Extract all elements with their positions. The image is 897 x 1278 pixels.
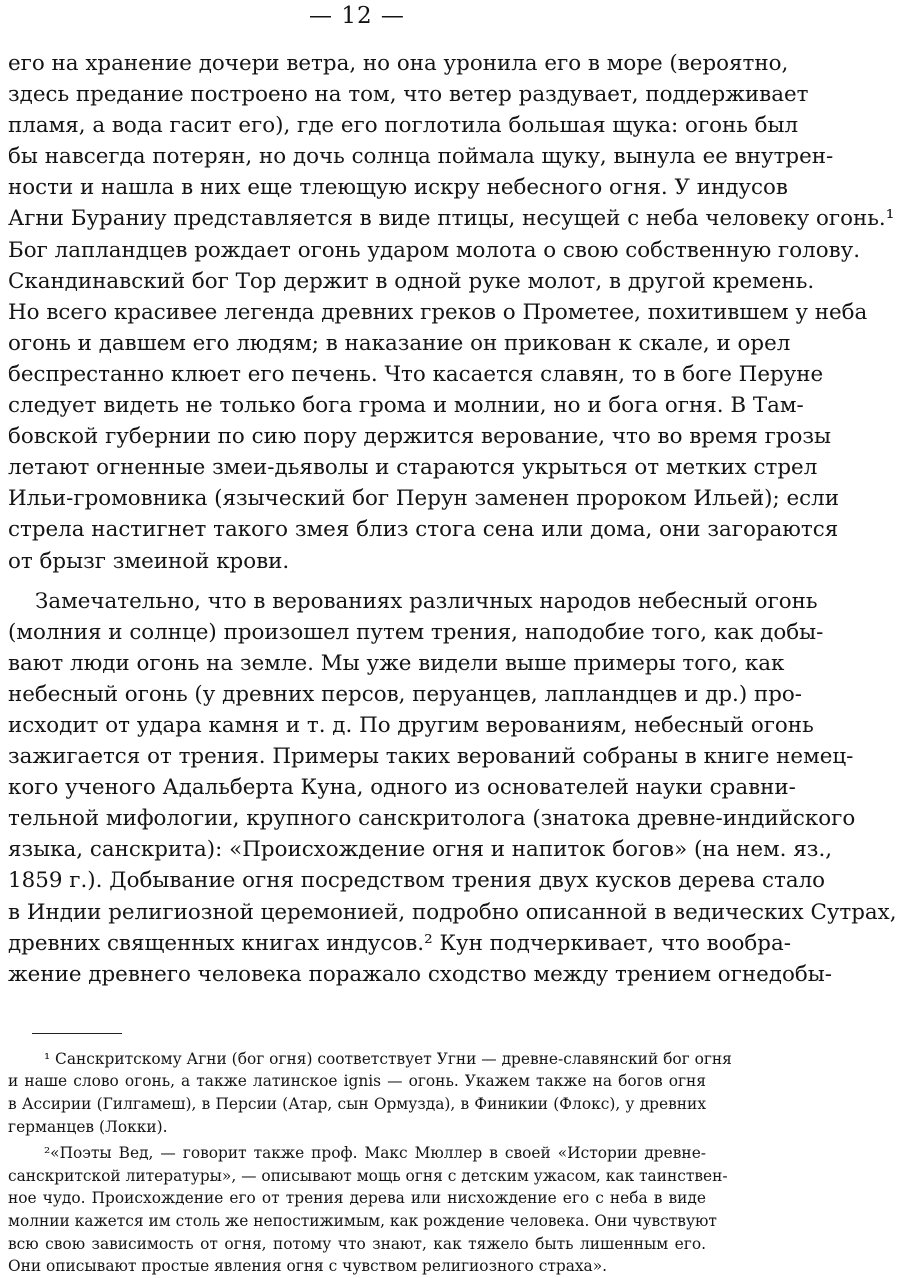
text-line: в Индии религиозной церемонией, подробно описанной в ведических Сутрах, xyxy=(8,899,897,925)
text-line: бовской губернии по сию пору держится верование, что во время грозы xyxy=(8,424,832,450)
text-line: языка, санскрита): «Происхождение огня и напиток богов» (на нем. яз., xyxy=(8,837,833,863)
footnote-line: ное чудо. Происхождение его от трения дерева или нисхождение его с неба в виде xyxy=(8,1189,706,1208)
text-line: небесный огонь (у древних персов, перуанцев, лапландцев и др.) про- xyxy=(8,681,803,707)
text-line: его на хранение дочери ветра, но она уронила его в море (вероятно, xyxy=(8,51,789,76)
text-line: огонь и давшем его людям; в наказание он прикован к скале, и орел xyxy=(8,330,791,356)
text-line: Скандинавский бог Тор держит в одной руке молот, в другой кремень. xyxy=(8,268,815,294)
text-line: вают люди огонь на земле. Мы уже видели выше примеры того, как xyxy=(8,650,785,676)
text-line: 1859 г.). Добывание огня посредством трения двух кусков дерева стало xyxy=(8,868,826,894)
text-line: беспрестанно клюет его печень. Что касается славян, то в боге Перуне xyxy=(8,361,824,387)
text-line: Агни Бураниу представляется в виде птицы, несущей с неба человеку огонь.¹ xyxy=(8,206,895,232)
text-line: бы навсегда потерян, но дочь солнца поймала щуку, вынула ее внутрен- xyxy=(8,144,834,170)
footnote-line: всю свою зависимость от огня, потому что знают, как тяжело быть лишенным его. xyxy=(8,1234,706,1253)
text-line: зажигается от трения. Примеры таких верований собраны в книге немец- xyxy=(8,744,854,770)
text-line: Но всего красивее легенда древних греков о Прометее, похитившем у неба xyxy=(8,299,868,325)
footnote-separator xyxy=(32,1033,122,1034)
text-line: следует видеть не только бога грома и молнии, но и бога огня. В Там- xyxy=(8,393,804,419)
text-line: тельной мифологии, крупного санскритолога (знатока древне-индийского xyxy=(8,806,856,832)
footnote-line: ¹ Санскритскому Агни (бог огня) соответствует Угни — древне-славянский бог огня xyxy=(44,1049,732,1068)
text-line: летают огненные змеи-дьяволы и стараются укрыться от метких стрел xyxy=(8,455,818,481)
text-line: Замечательно, что в верованиях различных народов небесный огонь xyxy=(35,588,818,614)
text-line: здесь предание построено на том, что ветер раздувает, поддерживает xyxy=(8,82,809,108)
text-line: Ильи-громовника (языческий бог Перун заменен пророком Ильей); если xyxy=(8,486,839,512)
footnotes xyxy=(8,1048,732,1278)
main-text xyxy=(8,48,897,990)
footnote-line: молнии кажется им столь же непостижимым, как рождение человека. Они чувствуют xyxy=(8,1211,717,1230)
text-line: (молния и солнце) произошел путем трения, наподобие того, как добы- xyxy=(8,619,824,645)
text-line: от брызг змеиной крови. xyxy=(8,548,290,574)
text-line: пламя, а вода гасит его), где его поглотила большая щука: огонь был xyxy=(8,113,799,139)
text-line: древних священных книгах индусов.² Кун подчеркивает, что вообра- xyxy=(8,930,791,956)
footnote-line: санскритской литературы», — описывают мощь огня с детским ужасом, как таинствен- xyxy=(8,1166,728,1185)
text-line: ности и нашла в них еще тлеющую искру небесного огня. У индусов xyxy=(8,175,788,201)
footnote-line: и наше слово огонь, а также латинское ignis — огонь. Укажем также на богов огня xyxy=(8,1072,706,1091)
text-line: исходит от удара камня и т. д. По другим верованиям, небесный огонь xyxy=(8,712,814,738)
footnote-line: Они описывают простые явления огня с чувством религиозного страха». xyxy=(8,1257,608,1276)
text-line: кого ученого Адальберта Куна, одного из основателей науки сравни- xyxy=(8,775,796,801)
footnote-line: ²«Поэты Вед, — говорит также проф. Макс Мюллер в своей «Истории древне- xyxy=(44,1144,706,1163)
text-line: стрела настигнет такого змея близ стога сена или дома, они загораются xyxy=(8,517,839,543)
footnote-line: германцев (Локки). xyxy=(8,1117,168,1136)
text-line: жение древнего человека поражало сходство между трением огнедобы- xyxy=(8,961,832,987)
paragraph-gap xyxy=(8,577,706,586)
footnote-line: в Ассирии (Гилгамеш), в Персии (Атар, сын Ормузда), в Финикии (Флокс), у древних xyxy=(8,1095,706,1113)
text-line: Бог лапландцев рождает огонь ударом молота о свою собственную голову. xyxy=(8,237,861,263)
page-number: — 12 — xyxy=(309,3,405,29)
